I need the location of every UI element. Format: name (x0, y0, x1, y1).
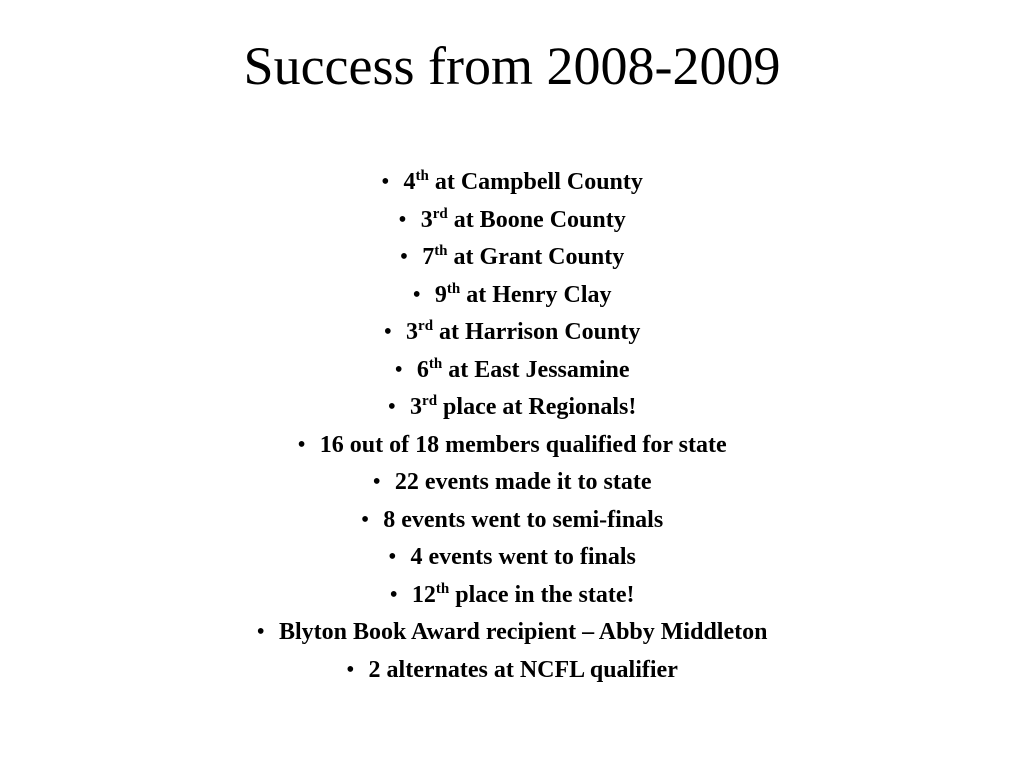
bullet-icon: • (256, 619, 265, 645)
bullet-text: at Grant County (447, 244, 625, 270)
bullet-text: at Campbell County (428, 169, 643, 195)
list-item (0, 314, 1024, 352)
bullet-text: at Harrison County (433, 319, 641, 345)
bullet-icon: • (394, 356, 403, 383)
bullet-text: 8 events went to semi-finals (383, 506, 664, 533)
list-item (0, 239, 1024, 277)
list-item (0, 164, 1024, 202)
ordinal-number: 3 (420, 206, 433, 233)
bullet-icon: • (346, 656, 355, 683)
list-item (0, 464, 1024, 502)
list-item (0, 389, 1024, 427)
ordinal-suffix: rd (422, 393, 438, 409)
bullet-icon: • (389, 581, 398, 608)
ordinal-number: 9 (434, 281, 447, 308)
bullet-text: place in the state! (449, 581, 635, 608)
ordinal-number: 4 (403, 169, 416, 195)
ordinal-number: 7 (422, 244, 435, 270)
bullet-icon: • (399, 244, 409, 270)
bullet-text: 16 out of 18 members qualified for state (319, 431, 727, 458)
list-item (0, 577, 1024, 615)
list-item (0, 539, 1024, 577)
ordinal-number: 12 (411, 581, 436, 608)
bullet-list (0, 164, 1024, 689)
list-item (0, 652, 1024, 690)
bullet-icon: • (412, 281, 421, 308)
bullet-icon: • (383, 319, 393, 345)
ordinal-suffix: rd (418, 318, 434, 334)
slide-title: Success from 2008-2009 (243, 36, 781, 96)
ordinal-suffix: th (434, 243, 448, 259)
ordinal-number: 3 (410, 394, 423, 420)
bullet-text: 2 alternates at NCFL qualifier (368, 656, 678, 683)
bullet-icon: • (297, 431, 306, 458)
list-item (0, 277, 1024, 315)
bullet-text: at Boone County (447, 206, 626, 233)
list-item (0, 427, 1024, 465)
list-item (0, 502, 1024, 540)
bullet-text: 4 events went to finals (410, 544, 636, 570)
list-item (0, 202, 1024, 240)
bullet-text: place at Regionals! (437, 394, 637, 420)
bullet-text: at East Jessamine (442, 356, 630, 383)
ordinal-suffix: th (446, 280, 461, 297)
ordinal-suffix: th (428, 355, 443, 372)
bullet-icon: • (360, 506, 370, 533)
ordinal-suffix: th (415, 168, 429, 184)
ordinal-suffix: rd (432, 205, 448, 222)
ordinal-suffix: th (435, 580, 450, 597)
bullet-text: 22 events made it to state (394, 469, 652, 495)
ordinal-number: 3 (406, 319, 419, 345)
list-item (0, 352, 1024, 390)
bullet-text: Blyton Book Award recipient – Abby Middleton (278, 619, 768, 645)
bullet-icon: • (398, 206, 407, 233)
bullet-icon: • (372, 469, 381, 495)
bullet-icon: • (388, 544, 397, 570)
bullet-icon: • (387, 394, 397, 420)
bullet-icon: • (381, 169, 390, 195)
ordinal-number: 6 (416, 356, 429, 383)
bullet-text: at Henry Clay (460, 281, 612, 308)
list-item (0, 614, 1024, 652)
